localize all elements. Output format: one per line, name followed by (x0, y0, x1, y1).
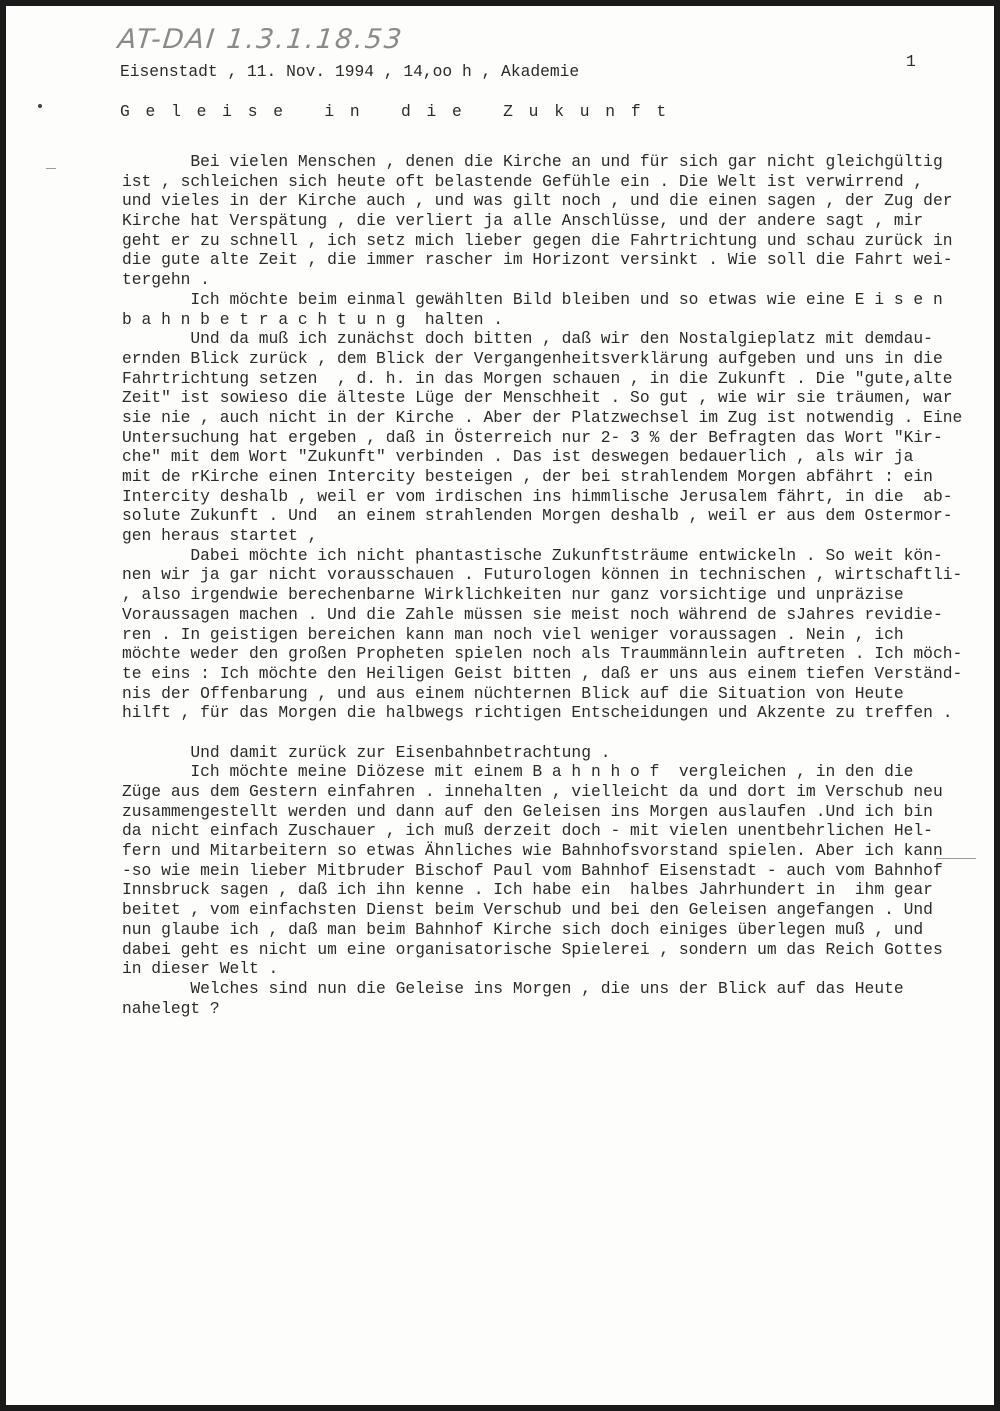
text-line: fern und Mitarbeitern so etwas Ähnliches wie Bahnhofsvorstand spielen. Aber ich kann (122, 841, 943, 861)
text-line: Zeit" ist sowieso die älteste Lüge der Menschheit . So gut , wie wir sie träumen, war (122, 388, 953, 408)
text-line: nahelegt ? (122, 998, 220, 1018)
text-line: in dieser Welt . (122, 959, 279, 979)
text-line: da nicht einfach Zuschauer , ich muß derzeit doch - mit vielen unentbehrlichen Hel- (122, 821, 933, 841)
text-line: Ich möchte meine Diözese mit einem B a h n h o f vergleichen , in den die (122, 762, 914, 782)
text-line: che" mit dem Wort "Zukunft" verbinden . Das ist deswegen bedauerlich , als wir ja (122, 447, 914, 467)
page-number: 1 (906, 52, 916, 71)
archive-signature: AT-DAI 1.3.1.18.53 (116, 24, 405, 55)
paragraph-gap (122, 723, 982, 743)
text-line: nun glaube ich , daß man beim Bahnhof Kirche sich doch einiges überlegen muß , und (122, 919, 924, 939)
text-line: sie nie , auch nicht in der Kirche . Aber der Platzwechsel im Zug ist notwendig . Eine (122, 407, 963, 427)
text-line: b a h n b e t r a c h t u n g halten . (122, 309, 504, 329)
text-line: nen wir ja gar nicht vorausschauen . Futurologen können in technischen , wirtschaftli- (122, 565, 963, 585)
text-line: ernden Blick zurück , dem Blick der Vergangenheitsverklärung aufgeben und uns in die (122, 348, 943, 368)
text-line: te eins : Ich möchte den Heiligen Geist bitten , daß er uns aus einem tiefen Verständ- (122, 663, 963, 683)
text-line: dabei geht es nicht um eine organisatorische Spielerei , sondern um das Reich Gottes (122, 939, 943, 959)
body-text (122, 152, 982, 1018)
text-line: möchte weder den großen Propheten spielen noch als Traummännlein auftreten . Ich möch- (122, 644, 963, 664)
text-line: beitet , vom einfachsten Dienst beim Verschub und bei den Geleisen angefangen . Und (122, 900, 933, 920)
text-line: ist , schleichen sich heute oft belastende Gefühle ein . Die Welt ist verwirrend , (122, 171, 924, 191)
text-line: Untersuchung hat ergeben , daß in Österreich nur 2- 3 % der Befragten das Wort "Kir- (122, 427, 943, 447)
text-line: zusammengestellt werden und dann auf den Geleisen ins Morgen auslaufen .Und ich bin (122, 801, 933, 821)
text-line: , also irgendwie berechenbarne Wirklichkeiten nur ganz vorsichtige und unpräzise (122, 585, 904, 605)
text-line: die gute alte Zeit , die immer rascher im Horizont versinkt . Wie soll die Fahrt wei- (122, 250, 953, 270)
paragraph-1 (122, 152, 982, 723)
text-line: Innsbruck sagen , daß ich ihn kenne . Ich habe ein halbes Jahrhundert in ihm gear (122, 880, 933, 900)
document-title: G e l e i s e i n d i e Z u k u n f t (120, 102, 670, 121)
margin-tick (46, 168, 56, 169)
text-line: Und da muß ich zunächst doch bitten , daß wir den Nostalgieplatz mit demdau- (122, 329, 933, 349)
text-line: Intercity deshalb , weil er vom irdischen ins himmlische Jerusalem fährt, in die ab- (122, 486, 953, 506)
text-line: Kirche hat Verspätung , die verliert ja alle Anschlüsse, und der andere sagt , mir (122, 211, 924, 231)
margin-dot (38, 104, 42, 108)
text-line: nis der Offenbarung , und aus einem nüchternen Blick auf die Situation von Heute (122, 683, 904, 703)
text-line: mit de rKirche einen Intercity besteigen , der bei strahlendem Morgen abfährt : ein (122, 467, 933, 486)
text-line: geht er zu schnell , ich setz mich lieber gegen die Fahrtrichtung und schau zurück in (122, 230, 953, 250)
text-line: Voraussagen machen . Und die Zahle müssen sie meist noch während de sJahres revidie- (122, 604, 943, 624)
text-line: tergehn . (122, 270, 210, 290)
text-line: Züge aus dem Gestern einfahren . innehalten , vielleicht da und dort im Verschub neu (122, 782, 943, 801)
document-page (6, 6, 994, 1405)
text-line: Und damit zurück zur Eisenbahnbetrachtung . (122, 742, 611, 762)
text-line: Ich möchte beim einmal gewählten Bild bleiben und so etwas wie eine E i s e n (122, 289, 943, 309)
text-line: gen heraus startet , (122, 526, 318, 546)
text-line: Welches sind nun die Geleise ins Morgen , die uns der Blick auf das Heute (122, 978, 904, 998)
text-line: und vieles in der Kirche auch , und was gilt noch , und die einen sagen , der Zug der (122, 191, 953, 211)
text-line: ren . In geistigen bereichen kann man noch viel weniger voraussagen . Nein , ich (122, 624, 904, 644)
text-line: Dabei möchte ich nicht phantastische Zukunftsträume entwickeln . So weit kön- (122, 545, 943, 565)
text-line: Bei vielen Menschen , denen die Kirche an und für sich gar nicht gleichgültig (122, 152, 943, 171)
text-line: -so wie mein lieber Mitbruder Bischof Paul vom Bahnhof Eisenstadt - auch vom Bahnhof (122, 860, 943, 880)
text-line: solute Zukunft . Und an einem strahlenden Morgen deshalb , weil er aus dem Ostermor- (122, 506, 953, 526)
paragraph-2 (122, 743, 982, 1019)
dateline: Eisenstadt , 11. Nov. 1994 , 14,oo h , Akademie (120, 62, 580, 81)
text-line: hilft , für das Morgen die halbwegs richtigen Entscheidungen und Akzente zu treffen . (122, 703, 953, 723)
text-line: Fahrtrichtung setzen , d. h. in das Morgen schauen , in die Zukunft . Die "gute,alte (122, 368, 953, 388)
